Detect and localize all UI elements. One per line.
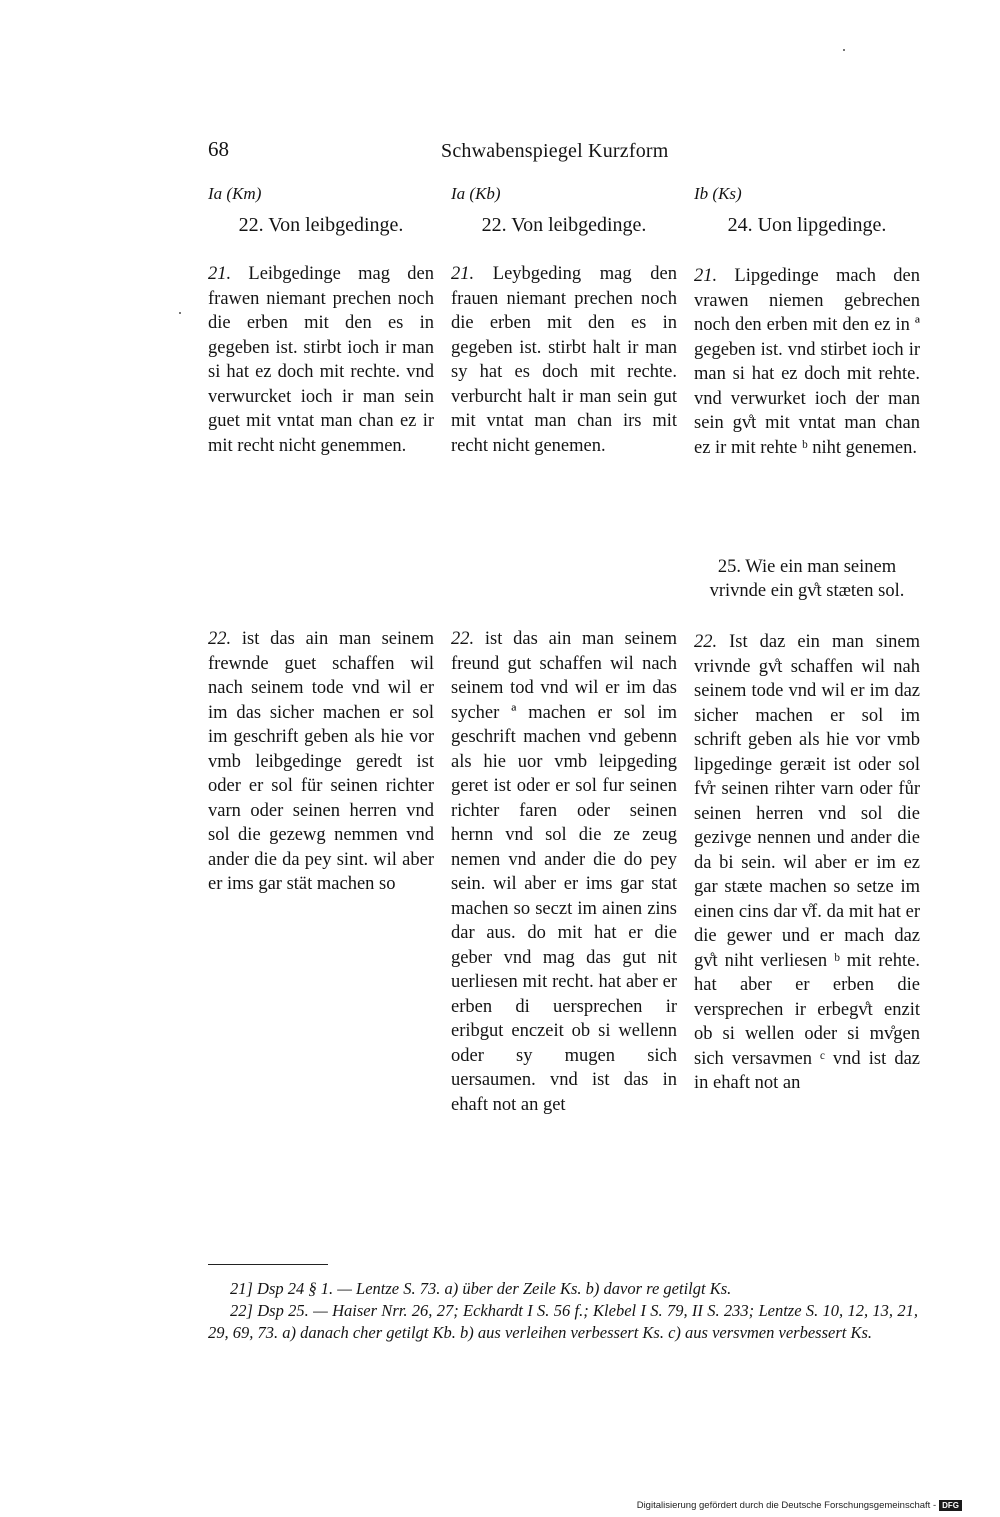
- section-heading-ks: 24. Uon lipgedinge.: [727, 214, 887, 236]
- paragraph-number: 22.: [694, 632, 718, 652]
- page-number: 68: [208, 137, 229, 161]
- paragraph-21-kb: [451, 262, 677, 458]
- column-siglum-km: Ia (Km): [208, 184, 262, 203]
- paragraph-22-km: [208, 627, 434, 897]
- paragraph-number: 21.: [694, 266, 718, 286]
- footnote-divider: [208, 1264, 328, 1265]
- paragraph-21-km: [208, 262, 434, 458]
- paragraph-text: Leibgedinge mag den frawen niemant prechen noch die erben mit den es in gegeben ist. stirbt ioch ir man si hat ez doch mit rechte. vnd verwurcket ioch ir man sein guet mit vntat man chan ez ir mit recht nicht genemmen.: [208, 264, 434, 456]
- running-title: Schwabenspiegel Kurzform: [441, 140, 669, 162]
- column-siglum-kb: Ia (Kb): [451, 184, 501, 203]
- footnote-22: 22] Dsp 25. — Haiser Nrr. 26, 27; Eckhardt I S. 56 f.; Klebel I S. 79, II S. 233; Lentze S. 10, 12, 13, 21, 29, 69, 73. a) danach cher getilgt Kb. b) aus verleihen verbessert Ks. c) aus versvmen verbessert Ks.: [208, 1301, 918, 1342]
- dfg-logo-icon: DFG: [939, 1500, 962, 1511]
- footnotes: [208, 1278, 918, 1344]
- paragraph-number: 22.: [451, 629, 475, 649]
- section-heading-km: 22. Von leibgedinge.: [238, 214, 404, 236]
- paragraph-text: ist das ain man seinem freund gut schaffen wil nach seinem tod vnd wil er im das sycher ª machen er sol im geschrift machen vnd gebenn als hie uor vmb leipgeding geret ist oder er sol fur seinen richter faren oder seinen hernn vnd sol die ze zeug nemen vnd ander die do pey sein. wil aber er ims gar stat machen so seczt im ainen zins dar aus. do mit hat er die geber vnd mag das gut nit uerliesen mit recht. hat aber er erben di uersprechen ir eribgut enczeit ob si wellenn oder sy mugen sich uersaumen. vnd ist das in ehaft not an get: [451, 629, 677, 1115]
- paragraph-text: Lipgedinge mach den vrawen niemen gebrechen noch den erben mit den ez in ª gegeben ist. vnd stirbet ioch ir man si hat ez doch mit rehte. vnd verwurket ioch der man sein gv̊t mit vntat man chan ez ir mit rehte ᵇ niht genemen.: [694, 266, 920, 458]
- paragraph-text: Leybgeding mag den frauen niemant prechen noch die erben mit den es in gegeben ist. stirbt halt ir man sy hat es doch mit rechte. verburcht halt ir man sein gut mit vntat man chan irs mit recht nicht genemen.: [451, 264, 677, 456]
- paragraph-22-ks: [694, 630, 920, 1096]
- paragraph-21-ks: [694, 264, 920, 460]
- scan-speck: [843, 49, 845, 51]
- paragraph-text: ist das ain man seinem frewnde guet schaffen wil nach seinem tode vnd wil er im das sicher machen er sol im geschrift geben als hie vor vmb leibgedinge geredt ist oder er sol für seinen richter varn oder seinen herren vnd sol die gezewg nemmen vnd ander die da pey sint. wil aber er ims gar stät machen so: [208, 629, 434, 894]
- scan-speck: [179, 312, 181, 314]
- credit-text: Digitalisierung gefördert durch die Deutsche Forschungsgemeinschaft -: [636, 1500, 937, 1511]
- paragraph-number: 22.: [208, 629, 232, 649]
- section-heading-kb: 22. Von leibgedinge.: [481, 214, 647, 236]
- paragraph-22-kb: [451, 627, 677, 1117]
- section-heading-25-ks: 25. Wie ein man seinem vrivnde ein gv̊t stæten sol.: [709, 557, 905, 601]
- digitization-credit: [637, 1500, 962, 1511]
- paragraph-text: Ist daz ein man sinem vrivnde gv̊t schaffen wil nah seinem tode vnd wil er im daz sicher machen er sol im schrift geben als hie vor vmb lipgedinge geræit ist oder sol fv̊r seinen rihter varn oder fůr seinen herren vnd sol die gezivge nennen und ander die da bi sein. wil aber er im ez gar stæte machen so setze im einen cins dar v̊f. da mit hat er die gewer und er mach daz gv̊t niht verliesen ᵇ mit rehte. hat aber er erben die versprechen ir erbegv̊t enzit ob si wellen oder si mv̊gen sich versavmen ᶜ vnd ist daz in ehaft not an: [694, 632, 920, 1093]
- paragraph-number: 21.: [451, 264, 475, 284]
- column-siglum-ks: Ib (Ks): [694, 184, 742, 203]
- footnote-21: 21] Dsp 24 § 1. — Lentze S. 73. a) über der Zeile Ks. b) davor re getilgt Ks.: [230, 1279, 732, 1298]
- paragraph-number: 21.: [208, 264, 232, 284]
